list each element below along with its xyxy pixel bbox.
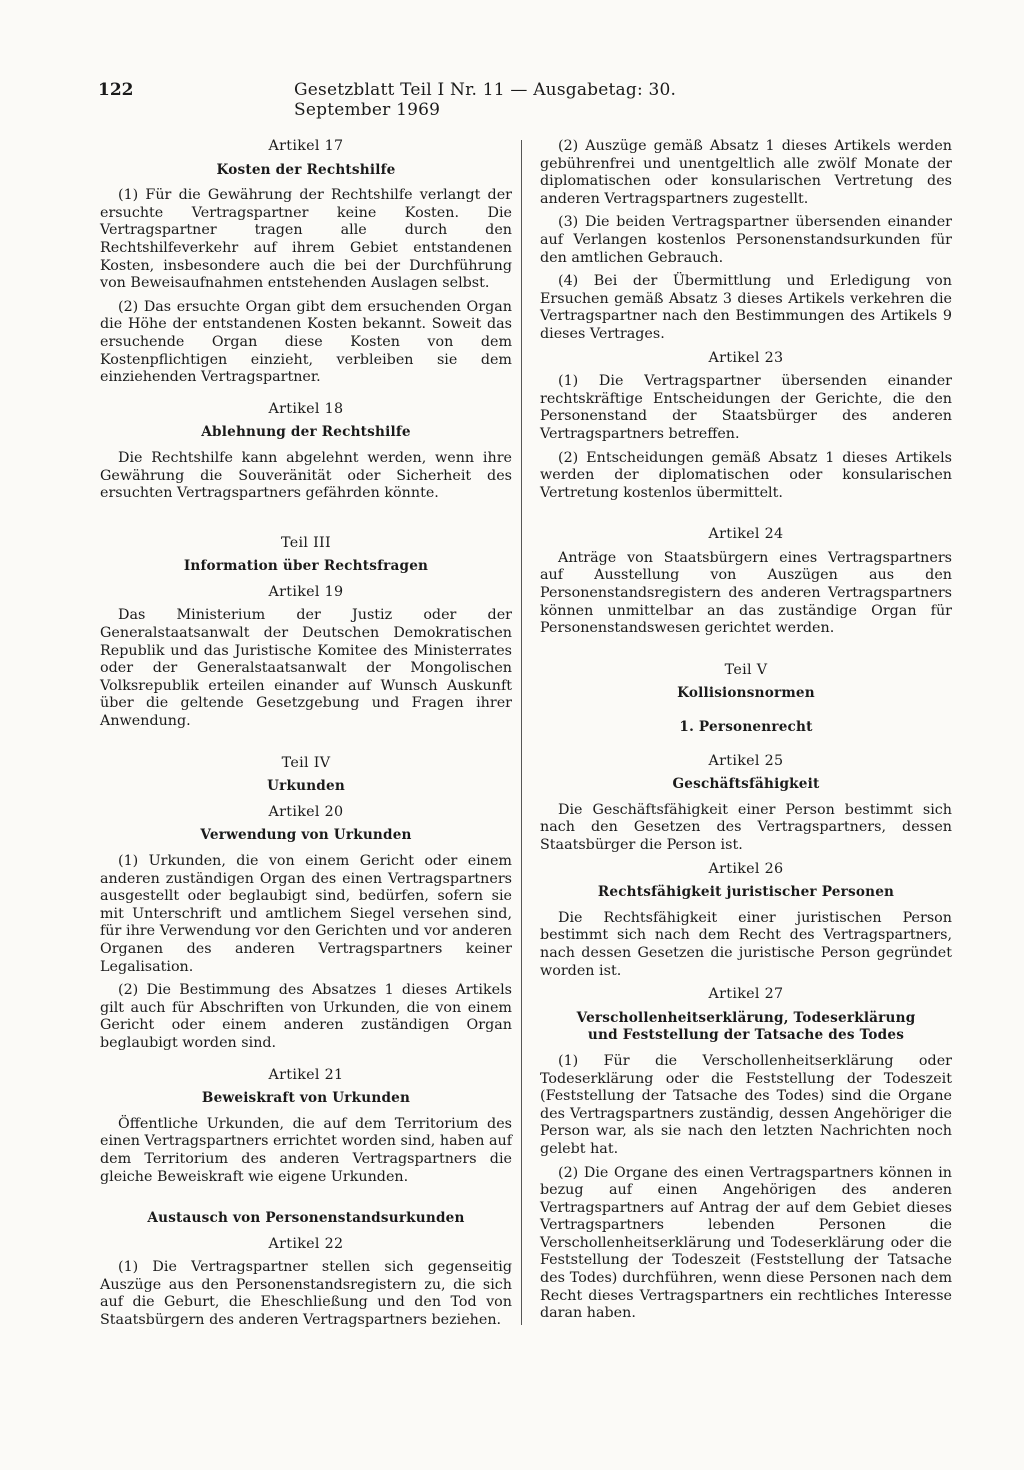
article-19-number: Artikel 19 [268, 583, 344, 600]
article-18-number: Artikel 18 [268, 400, 344, 417]
article-24-paragraph-1: Anträge von Staatsbürgern eines Vertragspartners auf Ausstellung von Auszügen aus den Personenstandsregistern des anderen Vertragspartners können unmittelbar an das zuständige Organ für Personenstandswesen gerichtet werden. [540, 549, 952, 637]
article-19-paragraph-1: Das Ministerium der Justiz oder der Generalstaatsanwalt der Deutschen Demokratischen Republik und das Juristische Komitee des Ministerrates oder der Generalstaatsanwalt der Mongolischen Volksrepublik erteilen einander auf Wunsch Auskunft über die geltende Gesetzgebung und Fragen ihrer Anwendung. [100, 607, 512, 730]
article-27-title-line-2: und Feststellung der Tatsache des Todes [587, 1027, 905, 1044]
part-4-heading: Teil IV [281, 754, 331, 771]
article-22-number: Artikel 22 [268, 1235, 344, 1252]
article-27-number: Artikel 27 [708, 986, 784, 1003]
article-25-paragraph-1: Die Geschäftsfähigkeit einer Person bestimmt sich nach den Gesetzen des Vertragspartners, dessen Staatsbürger die Person ist. [540, 801, 952, 853]
article-26-paragraph-1: Die Rechtsfähigkeit einer juristischen Person bestimmt sich nach dem Recht des Vertragspartners, nach dessen Gesetzen die juristische Person gegründet worden ist. [540, 909, 952, 979]
article-20-title: Verwendung von Urkunden [200, 827, 412, 844]
article-17-title: Kosten der Rechtshilfe [216, 161, 396, 178]
page-header [98, 80, 758, 120]
article-20-paragraph-2: (2) Die Bestimmung des Absatzes 1 dieses Artikels gilt auch für Abschriften von Urkunden, die von einem Gericht oder einem anderen zuständigen Organ beglaubigt worden sind. [100, 982, 512, 1051]
article-21-number: Artikel 21 [268, 1066, 344, 1083]
article-23-paragraph-2: (2) Entscheidungen gemäß Absatz 1 dieses Artikels werden der diplomatischen oder konsularischen Vertretung kostenlos übermittelt. [540, 449, 952, 501]
article-20-number: Artikel 20 [268, 803, 344, 820]
article-27-paragraph-1: (1) Für die Verschollenheitserklärung oder Todeserklärung oder die Feststellung der Todeszeit (Feststellung der Tatsache des Todes) sind die Organe des Vertragspartners zuständig, dessen Angehöriger die Person war, als sie nach den letzten Nachrichten noch gelebt hat. [540, 1052, 952, 1157]
article-23-paragraph-1: (1) Die Vertragspartner übersenden einander rechtskräftige Entscheidungen der Gerichte, die den Personenstand der Staatsbürger des anderen Vertragspartners betreffen. [540, 373, 952, 442]
article-18-paragraph-1: Die Rechtshilfe kann abgelehnt werden, wenn ihre Gewährung die Souveränität oder Sicherheit des ersuchten Vertragspartners gefährden könnte. [100, 449, 512, 502]
article-20-paragraph-1: (1) Urkunden, die von einem Gericht oder einem anderen zuständigen Organ des einen Vertragspartners ausgestellt oder beglaubigt sind, bedürfen, sofern sie mit Unterschrift und amtlichem Siegel versehen sind, für ihre Verwendung vor den Gerichten und vor anderen Organen des anderen Vertragspartners keiner Legalisation. [100, 853, 512, 975]
section-1-title: 1. Personenrecht [679, 719, 813, 736]
article-17-number: Artikel 17 [268, 138, 344, 154]
article-18-title: Ablehnung der Rechtshilfe [201, 424, 411, 441]
part-4-title: Urkunden [267, 778, 345, 795]
article-22-paragraph-4: (4) Bei der Übermittlung und Erledigung von Ersuchen gemäß Absatz 3 dieses Artikels verkehren die Vertragspartner nach den Bestimmungen des Artikels 9 dieses Vertrages. [540, 273, 952, 342]
page-number: 122 [98, 80, 134, 100]
article-27-title-line-1: Verschollenheitserklärung, Todeserklärung [576, 1009, 916, 1026]
article-22-paragraph-1: (1) Die Vertragspartner stellen sich gegenseitig Auszüge aus den Personenstandsregistern zu, die sich auf die Geburt, die Eheschließung und den Tod von Staatsbürgern des anderen Vertragspartners beziehen. [100, 1259, 512, 1329]
article-26-number: Artikel 26 [708, 860, 784, 877]
running-title: Gesetzblatt Teil I Nr. 11 — Ausgabetag: 30. September 1969 [294, 80, 677, 120]
part-5-heading: Teil V [724, 661, 768, 678]
left-column [100, 138, 512, 1336]
part-5-title: Kollisionsnormen [677, 685, 815, 702]
part-3-title: Information über Rechtsfragen [183, 558, 429, 575]
part-3-heading: Teil III [281, 534, 331, 551]
article-25-title: Geschäftsfähigkeit [672, 776, 820, 793]
article-23-number: Artikel 23 [708, 349, 784, 366]
article-24-number: Artikel 24 [708, 526, 784, 543]
article-27-paragraph-2: (2) Die Organe des einen Vertragspartners können in bezug auf einen Angehörigen des anderen Vertragspartners auf Antrag der auf dem Gebiet dieses Vertragspartners lebenden Personen die Verschollenheitserklärung und Todeserklärung oder die Feststellung der Todeszeit (Feststellung der Tatsache des Todes) durchführen, wenn diese Personen nach dem Recht dieses Vertragspartners ein rechtliches Interesse daran haben. [540, 1164, 952, 1322]
article-22-title: Austausch von Personenstandsurkunden [147, 1210, 465, 1227]
article-21-paragraph-1: Öffentliche Urkunden, die auf dem Territorium des einen Vertragspartners errichtet worden sind, haben auf dem Territorium des anderen Vertragspartners die gleiche Beweiskraft wie eigene Urkunden. [100, 1115, 512, 1185]
column-divider [521, 140, 522, 1325]
article-21-title: Beweiskraft von Urkunden [201, 1090, 411, 1107]
article-26-title: Rechtsfähigkeit juristischer Personen [597, 884, 895, 901]
right-column [540, 138, 952, 1329]
article-17-paragraph-2: (2) Das ersuchte Organ gibt dem ersuchenden Organ die Höhe der entstandenen Kosten bekannt. Soweit das ersuchende Organ diese Kosten von dem Kostenpflichtigen einzieht, verbleiben sie dem einziehenden Vertragspartner. [100, 298, 512, 386]
article-22-paragraph-3: (3) Die beiden Vertragspartner übersenden einander auf Verlangen kostenlos Personenstandsurkunden für den amtlichen Gebrauch. [540, 214, 952, 266]
article-17-paragraph-1: (1) Für die Gewährung der Rechtshilfe verlangt der ersuchte Vertragspartner keine Kosten. Die Vertragspartner tragen alle durch den Rechtshilfeverkehr auf ihrem Gebiet entstandenen Kosten, insbesondere auch die bei der Durchführung von Beweisaufnahmen entstehenden Auslagen selbst. [100, 187, 512, 292]
article-25-number: Artikel 25 [708, 752, 784, 769]
article-22-paragraph-2: (2) Auszüge gemäß Absatz 1 dieses Artikels werden gebührenfrei und unentgeltlich alle zwölf Monate der diplomatischen oder konsularischen Vertretung des anderen Vertragspartners zugestellt. [540, 138, 952, 207]
